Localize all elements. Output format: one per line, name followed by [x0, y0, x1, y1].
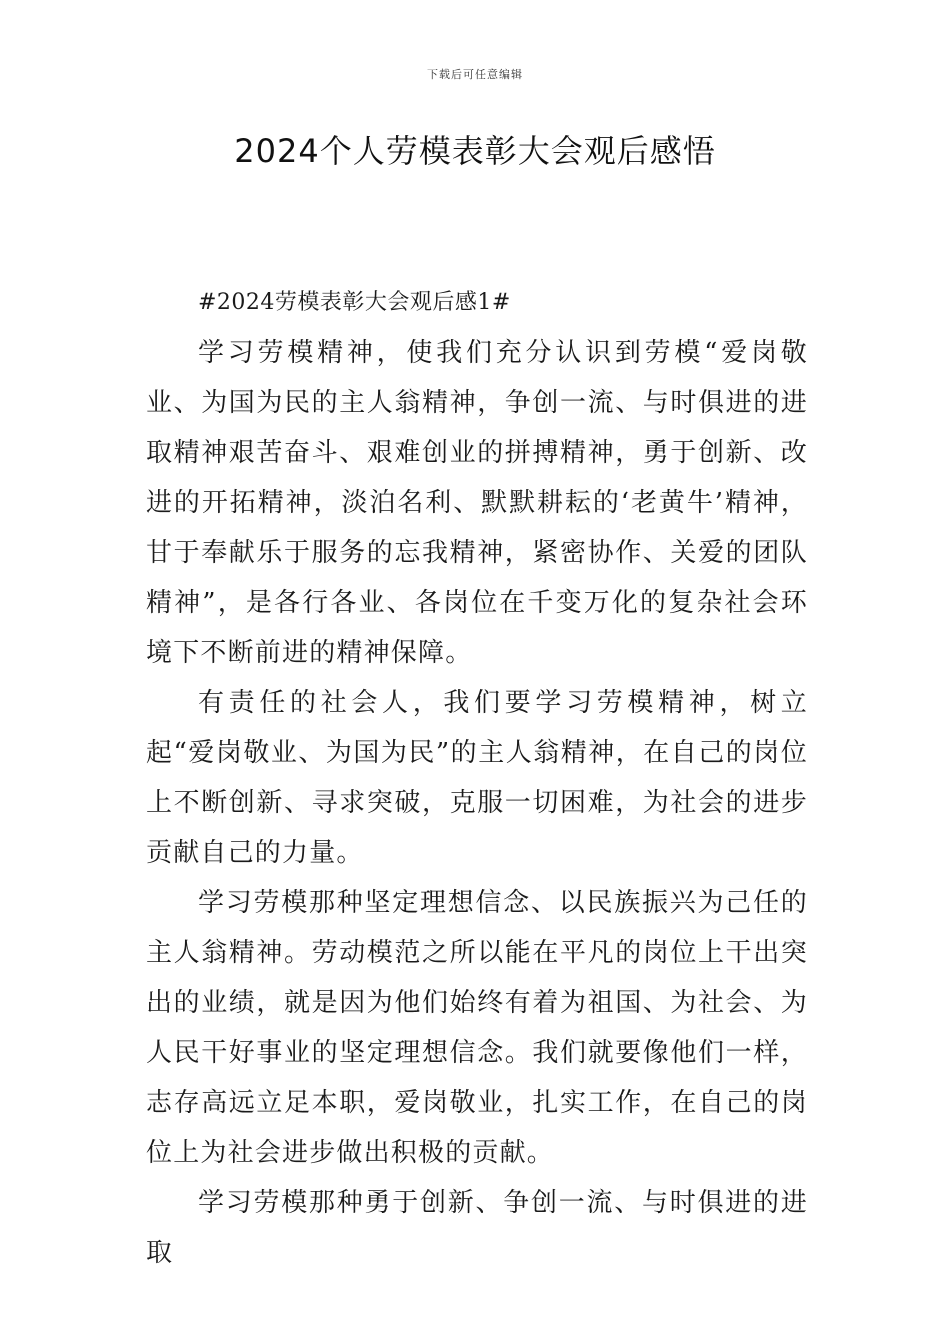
paragraph-2: 有责任的社会人，我们要学习劳模精神，树立起“爱岗敬业、为国为民”的主人翁精神，在自己的岗位上不断创新、寻求突破，克服一切困难，为社会的进步贡献自己的力量。 [146, 688, 808, 868]
section-heading: #2024劳模表彰大会观后感1# [198, 290, 511, 315]
paragraph-1: 学习劳模精神，使我们充分认识到劳模“爱岗敬业、为国为民的主人翁精神，争创一流、与时俱进的进取精神艰苦奋斗、艰难创业的拼搏精神，勇于创新、改进的开拓精神，淡泊名利、默默耕耘的‘老黄牛’精神，甘于奉献乐于服务的忘我精神，紧密协作、关爱的团队精神”，是各行各业、各岗位在千变万化的复杂社会环境下不断前进的精神保障。 [146, 338, 808, 668]
paragraph-4: 学习劳模那种勇于创新、争创一流、与时俱进的进取 [146, 1188, 808, 1268]
document-title: 2024个人劳模表彰大会观后感悟 [234, 132, 716, 170]
paragraph-3: 学习劳模那种坚定理想信念、以民族振兴为己任的主人翁精神。劳动模范之所以能在平凡的岗位上干出突出的业绩，就是因为他们始终有着为祖国、为社会、为人民干好事业的坚定理想信念。我们就要像他们一样，志存高远立足本职，爱岗敬业，扎实工作，在自己的岗位上为社会进步做出积极的贡献。 [146, 888, 808, 1168]
header-note: 下载后可任意编辑 [427, 68, 523, 81]
document-body [146, 278, 808, 1278]
